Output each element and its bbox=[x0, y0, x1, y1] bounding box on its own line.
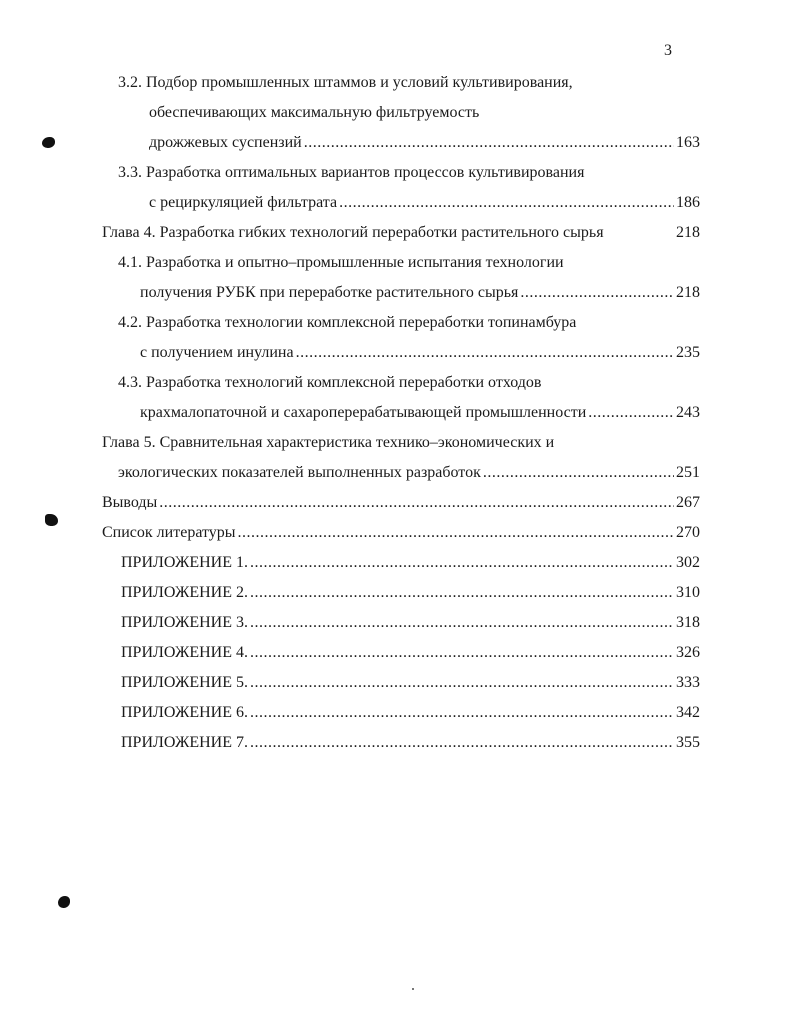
leader-dots bbox=[339, 192, 674, 214]
leader-dots bbox=[304, 132, 674, 154]
leader-dots bbox=[520, 282, 674, 304]
toc-entry-text: Глава 4. Разработка гибких технологий переработки растительного сырья bbox=[102, 224, 604, 241]
leader-dots bbox=[250, 642, 674, 664]
toc-entry-text: Выводы bbox=[102, 494, 158, 511]
toc-entry-text: ПРИЛОЖЕНИЕ 4. bbox=[121, 644, 249, 661]
toc-entry-text: 4.3. Разработка технологий комплексной переработки отходов bbox=[118, 374, 542, 391]
toc-entry-text: с рециркуляцией фильтрата bbox=[149, 194, 338, 211]
leader-dots bbox=[159, 492, 674, 514]
leader-dots bbox=[250, 582, 674, 604]
toc-page-number: 326 bbox=[676, 644, 700, 661]
page-number: 3 bbox=[664, 42, 672, 59]
toc-entry-text: 3.3. Разработка оптимальных вариантов процессов культивирования bbox=[118, 164, 585, 181]
toc-line bbox=[140, 342, 700, 364]
toc-page-number: 163 bbox=[676, 134, 700, 151]
toc-line bbox=[118, 462, 700, 484]
toc-entry-text: 4.2. Разработка технологии комплексной переработки топинамбура bbox=[118, 314, 577, 331]
toc-entry-text: Глава 5. Сравнительная характеристика технико–экономических и bbox=[102, 434, 555, 451]
toc-line bbox=[118, 162, 584, 184]
toc-page-number: 270 bbox=[676, 524, 700, 541]
toc-entry-text: ПРИЛОЖЕНИЕ 5. bbox=[121, 674, 249, 691]
toc-entry-text: ПРИЛОЖЕНИЕ 7. bbox=[121, 734, 249, 751]
toc-line bbox=[102, 222, 700, 244]
toc-line bbox=[121, 612, 700, 634]
toc-entry-text: ПРИЛОЖЕНИЕ 1. bbox=[121, 554, 249, 571]
toc-line bbox=[140, 402, 700, 424]
toc-page-number: 267 bbox=[676, 494, 700, 511]
toc-entry-text: экологических показателей выполненных разработок bbox=[118, 464, 481, 481]
leader-dots bbox=[250, 702, 674, 724]
toc-line bbox=[102, 522, 700, 544]
toc-line bbox=[118, 312, 576, 334]
leader-dots bbox=[483, 462, 674, 484]
toc-line bbox=[118, 372, 541, 394]
leader-dots bbox=[250, 732, 674, 754]
toc-page-number: 218 bbox=[676, 284, 700, 301]
toc-entry-text: получения РУБК при переработке растительного сырья bbox=[140, 284, 519, 301]
scan-speck bbox=[412, 988, 414, 990]
toc-line bbox=[121, 642, 700, 664]
toc-page-number: 218 bbox=[676, 224, 700, 241]
leader-dots bbox=[296, 342, 674, 364]
toc-line bbox=[102, 492, 700, 514]
toc-page-number: 355 bbox=[676, 734, 700, 751]
toc-page-number: 342 bbox=[676, 704, 700, 721]
hole-punch-mark bbox=[45, 514, 58, 526]
toc-line bbox=[118, 72, 573, 94]
toc-entry-text: с получением инулина bbox=[140, 344, 294, 361]
toc-line bbox=[102, 432, 554, 454]
toc-line bbox=[121, 582, 700, 604]
toc-entry-text: ПРИЛОЖЕНИЕ 6. bbox=[121, 704, 249, 721]
toc-entry-text: 3.2. Подбор промышленных штаммов и условий культивирования, bbox=[118, 74, 573, 91]
toc-entry-text: ПРИЛОЖЕНИЕ 3. bbox=[121, 614, 249, 631]
toc-page-number: 333 bbox=[676, 674, 700, 691]
toc-line bbox=[149, 102, 479, 124]
toc-line bbox=[121, 552, 700, 574]
leader-dots bbox=[238, 522, 674, 544]
toc-line bbox=[121, 702, 700, 724]
toc-line bbox=[140, 282, 700, 304]
leader-dots bbox=[250, 612, 674, 634]
toc-entry-text: 4.1. Разработка и опытно–промышленные испытания технологии bbox=[118, 254, 564, 271]
toc-entry-text: обеспечивающих максимальную фильтруемость bbox=[149, 104, 480, 121]
leader-dots bbox=[250, 552, 674, 574]
toc-entry-text: Список литературы bbox=[102, 524, 236, 541]
toc-line bbox=[121, 732, 700, 754]
toc-page-number: 302 bbox=[676, 554, 700, 571]
toc-entry-text: дрожжевых суспензий bbox=[149, 134, 302, 151]
toc-entry-text: крахмалопаточной и сахароперерабатывающей промышленности bbox=[140, 404, 587, 421]
leader-dots bbox=[588, 402, 674, 424]
toc-page-number: 235 bbox=[676, 344, 700, 361]
toc-line bbox=[118, 252, 564, 274]
toc-line bbox=[149, 132, 700, 154]
toc-page-number: 243 bbox=[676, 404, 700, 421]
toc-entry-text: ПРИЛОЖЕНИЕ 2. bbox=[121, 584, 249, 601]
toc-page-number: 318 bbox=[676, 614, 700, 631]
toc-page-number: 186 bbox=[676, 194, 700, 211]
toc-page-number: 251 bbox=[676, 464, 700, 481]
toc-line bbox=[149, 192, 700, 214]
leader-dots bbox=[250, 672, 674, 694]
toc-line bbox=[121, 672, 700, 694]
toc-page-number: 310 bbox=[676, 584, 700, 601]
